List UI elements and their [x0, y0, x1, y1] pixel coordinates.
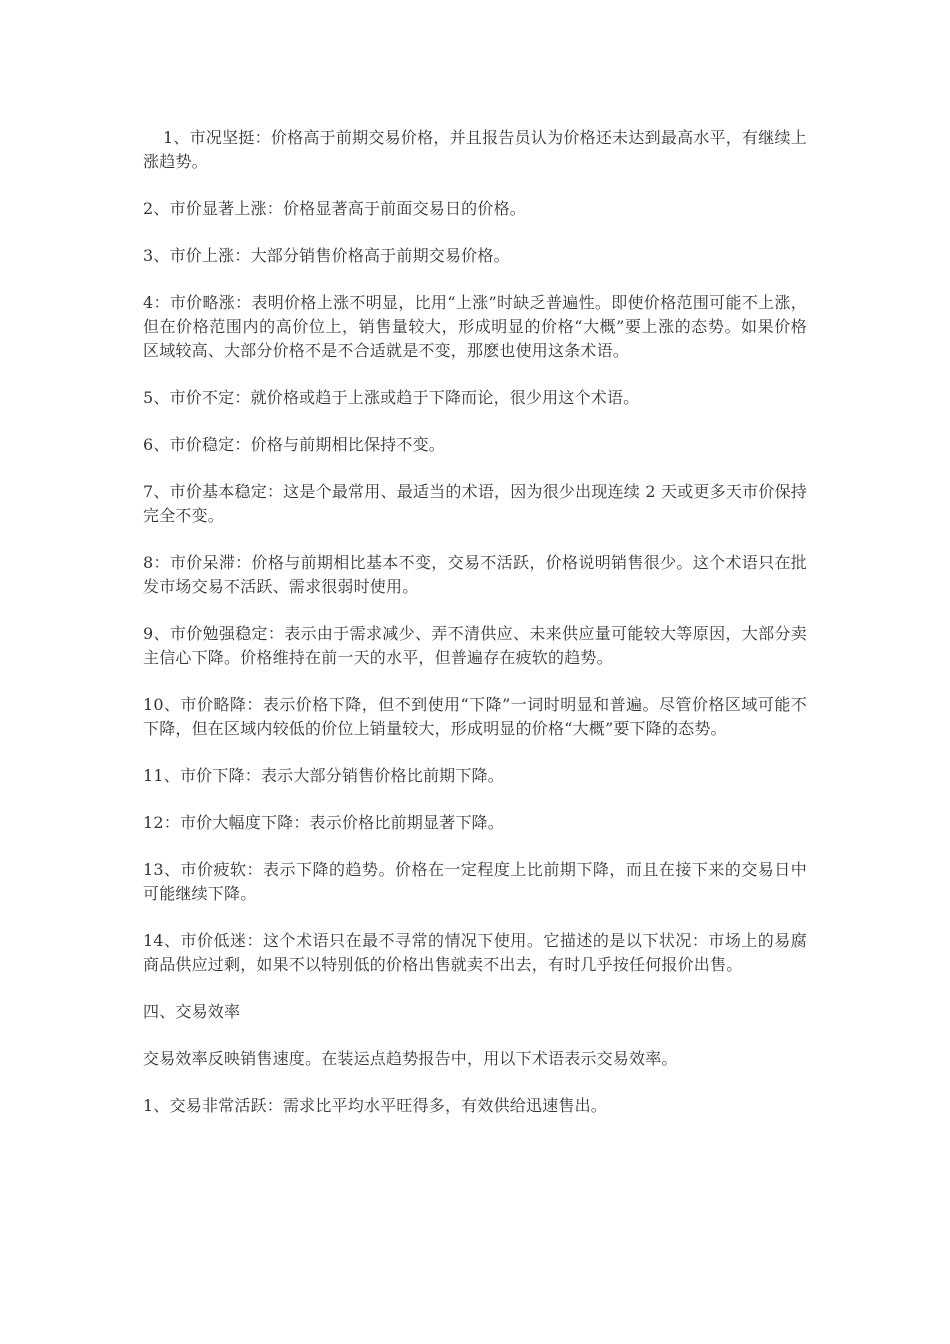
paragraph-trade-very-active: 1、交易非常活跃：需求比平均水平旺得多，有效供给迅速售出。: [143, 1096, 607, 1115]
document-body: [143, 126, 807, 1141]
paragraph-price-uncertain: 5、市价不定：就价格或趋于上涨或趋于下降而论，很少用这个术语。: [143, 388, 640, 407]
paragraph-price-decline: 11、市价下降：表示大部分销售价格比前期下降。: [143, 766, 504, 785]
paragraph-price-barely-stable: 9、市价勉强稳定：表示由于需求减少、弄不清供应、未来供应量可能较大等原因，大部分卖主信心下降。价格维持在前一天的水平，但普遍存在疲软的趋势。: [143, 624, 807, 667]
paragraph-price-slight-rise: 4：市价略涨：表明价格上涨不明显，比用“上涨”时缺乏普遍性。即使价格范围可能不上涨，但在价格范围内的高价位上，销售量较大，形成明显的价格“大概”要上涨的态势。如果价格区域较高、大部分价格不是不合适就是不变，那麽也使用这条术语。: [143, 293, 807, 360]
paragraph-price-slight-decline: 10、市价略降：表示价格下降，但不到使用“下降”一词时明显和普遍。尽管价格区域可能不下降，但在区域内较低的价位上销量较大，形成明显的价格“大概”要下降的态势。: [143, 695, 807, 738]
paragraph-price-sharp-decline: 12：市价大幅度下降：表示价格比前期显著下降。: [143, 813, 504, 832]
section-heading-trade-efficiency: 四、交易效率: [143, 1002, 241, 1021]
paragraph-price-stable: 6、市价稳定：价格与前期相比保持不变。: [143, 435, 445, 454]
paragraph-price-basically-stable: 7、市价基本稳定：这是个最常用、最适当的术语，因为很少出现连续 2 天或更多天市价保持完全不变。: [143, 482, 807, 525]
paragraph-price-rise: 3、市价上涨：大部分销售价格高于前期交易价格。: [143, 246, 510, 265]
paragraph-price-sharp-rise: 2、市价显著上涨：价格显著高于前面交易日的价格。: [143, 199, 526, 218]
paragraph-market-firm: 1、市况坚挺：价格高于前期交易价格，并且报告员认为价格还未达到最高水平，有继续上涨趋势。: [143, 128, 807, 171]
paragraph-trade-efficiency-intro: 交易效率反映销售速度。在装运点趋势报告中，用以下术语表示交易效率。: [143, 1049, 678, 1068]
paragraph-price-depressed: 14、市价低迷：这个术语只在最不寻常的情况下使用。它描述的是以下状况：市场上的易腐商品供应过剩，如果不以特别低的价格出售就卖不出去，有时几乎按任何报价出售。: [143, 931, 807, 974]
paragraph-price-weak: 13、市价疲软：表示下降的趋势。价格在一定程度上比前期下降，而且在接下来的交易日中可能继续下降。: [143, 860, 807, 903]
paragraph-price-sluggish: 8：市价呆滞：价格与前期相比基本不变，交易不活跃，价格说明销售很少。这个术语只在批发市场交易不活跃、需求很弱时使用。: [143, 553, 807, 596]
